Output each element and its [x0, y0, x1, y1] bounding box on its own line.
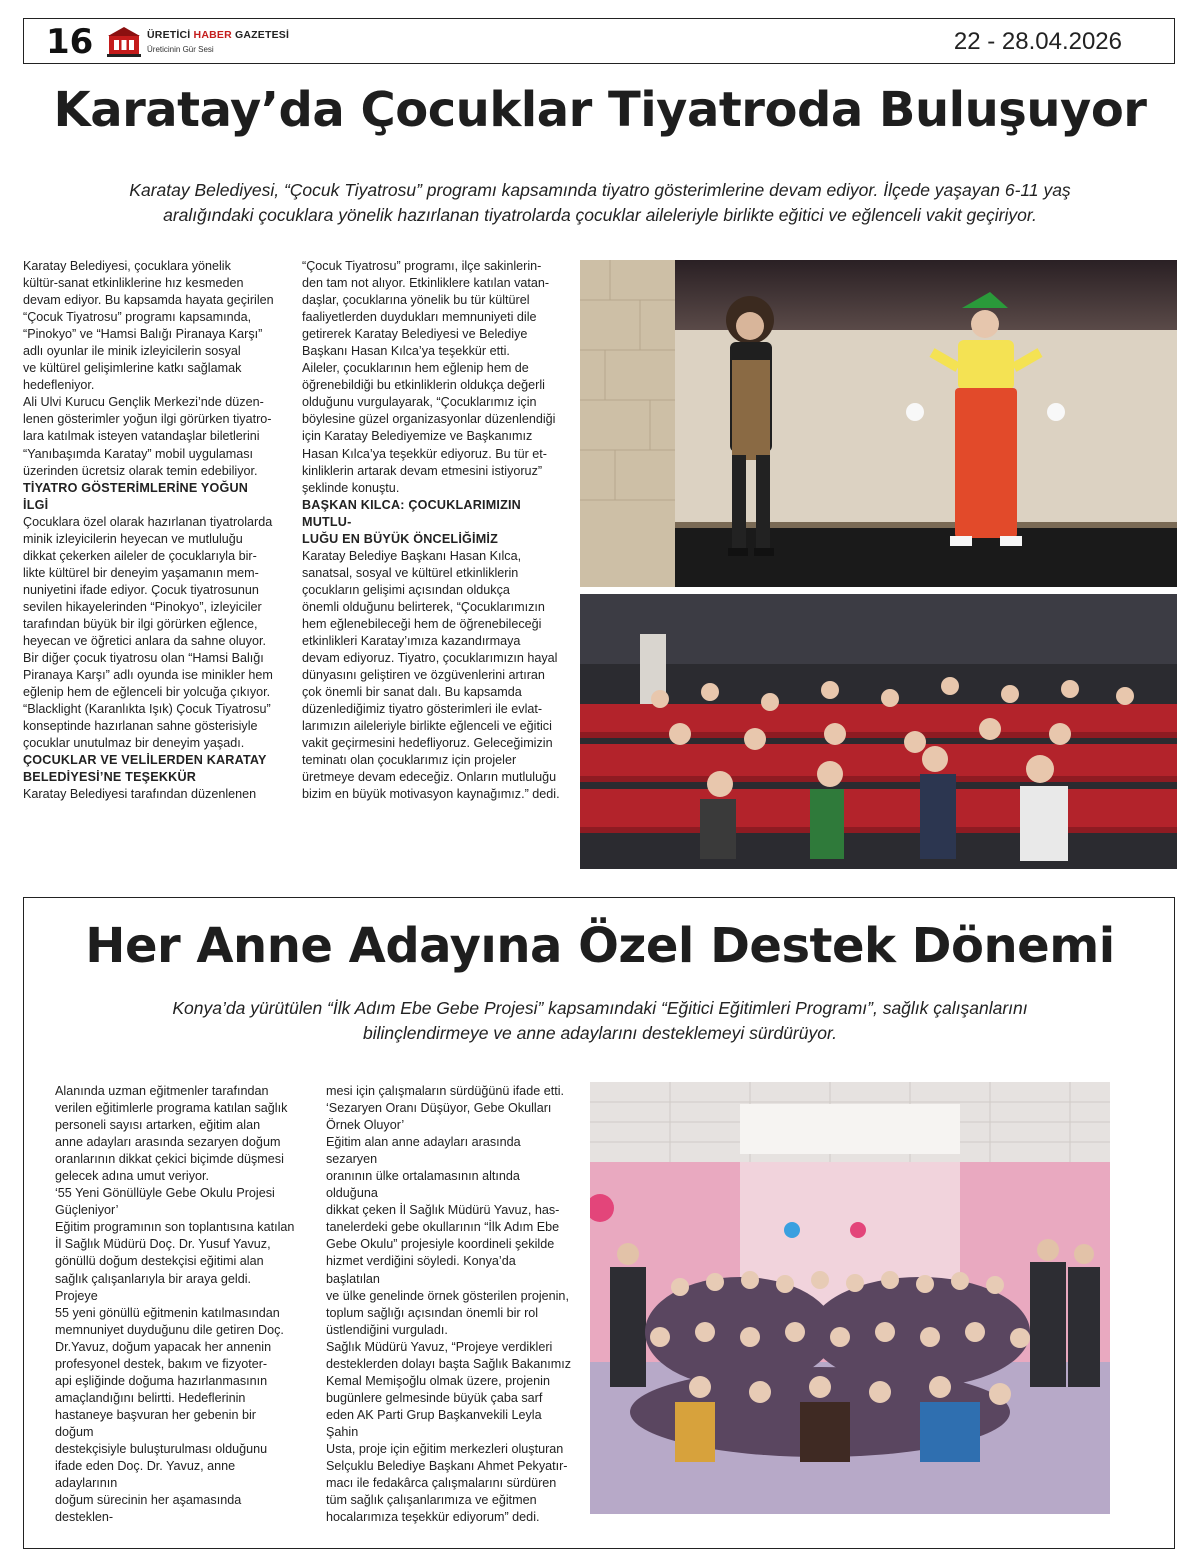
article1-subheading-line: ÇOCUKLAR VE VELİLERDEN KARATAY: [23, 753, 267, 768]
article1-text-line: sanatsal, sosyal ve kültürel etkinliklerin: [302, 565, 519, 580]
article1-text-line: “Çocuk Tiyatrosu” programı kapsamında,: [23, 310, 252, 325]
article1-text-line: öğrenebildiği bu etkinliklerin oldukça değerli: [302, 378, 545, 393]
article1-text-line: dikkat çekerken aileler de çocuklarıyla bir-: [23, 548, 257, 563]
article2-deck: [120, 996, 1080, 1046]
article1-text-line: bizim en büyük motivasyon kaynağımız.” dedi.: [302, 787, 560, 802]
newspaper-brand: [147, 29, 289, 41]
article2-text-line: Eğitim alan anne adayları arasında sezaryen: [326, 1135, 521, 1167]
article1-text-line: etkinlikleri Karatay’ımıza kazandırmaya: [302, 634, 521, 649]
article2-text-line: İl Sağlık Müdürü Doç. Dr. Yusuf Yavuz,: [55, 1237, 271, 1252]
article1-text-line: Bir diğer çocuk tiyatrosu olan “Hamsi Balığı: [23, 651, 264, 666]
article1-text-line: için Karatay Belediyemize ve Başkanımız: [302, 429, 533, 444]
article1-text-line: teminatı olan çocuklarımız için projeler: [302, 753, 517, 768]
article1-text-line: Çocuklara özel olarak hazırlanan tiyatrolarda: [23, 514, 273, 529]
brand-word-3: GAZETESİ: [231, 29, 290, 41]
article2-text-line: ‘Sezaryen Oranı Düşüyor, Gebe Okulları: [326, 1101, 552, 1116]
article2-text-line: Dr.Yavuz, doğum yapacak her annenin: [55, 1339, 272, 1354]
group-photo-illustration: [590, 1082, 1110, 1514]
article1-text-line: lara katılmak isteyen vatandaşlar biletlerini: [23, 429, 260, 444]
article2-column-2: [326, 1083, 573, 1526]
audience-children-photo: [580, 594, 1177, 869]
article1-text-line: önemli olduğunu belirterek, “Çocuklarımızın: [302, 599, 545, 614]
article1-deck-line1: Karatay Belediyesi, “Çocuk Tiyatrosu” programı kapsamında tiyatro gösterimlerine devam ediyor. İlçede yaşayan 6-11 yaş: [129, 180, 1071, 200]
article1-subheading-line: TİYATRO GÖSTERİMLERİNE YOĞUN İLGİ: [23, 480, 249, 512]
article1-text-line: böylesine güzel organizasyonlar düzenlendiği: [302, 412, 556, 427]
article1-column-2: [302, 258, 560, 804]
article1-text-line: Piranaya Karşı” adlı oyunda ise minikler hem: [23, 668, 273, 683]
group-training-photo: [590, 1082, 1110, 1514]
theatre-stage-illustration: [580, 260, 1177, 587]
article1-subheading-line: LUĞU EN BÜYÜK ÖNCELİĞİMİZ: [302, 531, 499, 546]
article1-text-line: tarafından büyük bir ilgi görürken eğlence,: [23, 616, 258, 631]
page-number: 16: [46, 22, 94, 62]
brand-word-2: HABER: [193, 29, 232, 41]
article1-text-line: eğlenip hem de eğlenceli bir yolcuğa çıkıyor.: [23, 685, 271, 700]
article2-text-line: hizmet verdiğini söyledi. Konya’da başlatılan: [326, 1254, 516, 1286]
article1-subheading-line: BAŞKAN KILCA: ÇOCUKLARIMIZIN MUTLU-: [302, 497, 521, 529]
article1-text-line: minik izleyicilerin heyecan ve mutluluğu: [23, 531, 243, 546]
article2-text-line: 55 yeni gönüllü eğitmenin katılmasından: [55, 1305, 280, 1320]
article2-deck-line1: Konya’da yürütülen “İlk Adım Ebe Gebe Projesi” kapsamındaki “Eğitici Eğitimleri Programı”, sağlık çalışanlarını: [172, 998, 1028, 1018]
article2-text-line: Usta, proje için eğitim merkezleri oluşturan: [326, 1441, 564, 1456]
article1-text-line: kültür-sanat etkinliklerine hız kesmeden: [23, 276, 244, 291]
article1-text-line: “Çocuk Tiyatrosu” programı, ilçe sakinlerin-: [302, 259, 542, 273]
article1-text-line: konseptinde hazırlanan sahne gösterisiyle: [23, 719, 258, 734]
article2-text-line: mesi için çalışmaların sürdüğünü ifade etti.: [326, 1084, 564, 1098]
article2-text-line: oranlarının dikkat çekici biçimde düşmesi: [55, 1152, 284, 1167]
article1-subheading-line: BELEDİYESİ’NE TEŞEKKÜR: [23, 770, 197, 785]
article2-text-line: Eğitim programının son toplantısına katılan: [55, 1220, 295, 1235]
page-header: [23, 18, 1175, 64]
article1-text-line: hem eğlenebileceği hem de öğrenebileceği: [302, 616, 542, 631]
article1-text-line: dünyasını geliştiren ve özgüvenlerini artıran: [302, 668, 545, 683]
article1-text-line: hedefleniyor.: [23, 378, 95, 393]
article2-text-line: Selçuklu Belediye Başkanı Ahmet Pekyatır-: [326, 1459, 568, 1474]
issue-date: 22 - 28.04.2026: [953, 28, 1122, 55]
audience-illustration: [580, 594, 1177, 869]
article2-text-line: amaçlandığını belirtti. Hedeflerinin: [55, 1390, 246, 1405]
article1-text-line: larımızın aileleriyle birlikte eğlenceli ve eğitici: [302, 719, 552, 734]
article1-text-line: üretmeye devam edeceğiz. Onların mutluluğu: [302, 770, 557, 785]
article1-text-line: düzenlediğimiz tiyatro gösterimleri ile evlat-: [302, 702, 543, 717]
article1-text-line: Başkanı Hasan Kılca’ya teşekkür etti.: [302, 344, 510, 359]
article1-text-line: ve kültürel gelişimlerine katkı sağlamak: [23, 361, 242, 376]
article2-text-line: verilen eğitimlerle programa katılan sağlık: [55, 1101, 288, 1116]
article1-text-line: Karatay Belediyesi tarafından düzenlenen: [23, 787, 257, 802]
article1-text-line: sevilen hikayelerinden “Pinokyo”, izleyiciler: [23, 599, 262, 614]
article1-text-line: üzerinden ücretsiz olarak temin edebiliyor.: [23, 463, 258, 478]
article2-text-line: üstlendiğini vurguladı.: [326, 1322, 448, 1337]
article1-text-line: çok önemli bir sanat dalı. Bu kapsamda: [302, 685, 522, 700]
article2-text-line: api eşliğinde doğuma hazırlanmasının: [55, 1373, 268, 1388]
article1-text-line: Aileler, çocuklarının hem eğlenip hem de: [302, 361, 529, 376]
article2-text-line: eden AK Parti Grup Başkanvekili Leyla Şahin: [326, 1407, 542, 1439]
article2-text-line: Sağlık Müdürü Yavuz, “Projeye verdikleri: [326, 1339, 553, 1354]
article2-deck-line2: bilinçlendirmeye ve anne adaylarını desteklemeyi sürdürüyor.: [362, 1023, 838, 1043]
article1-text-line: olduğunu vurgulayarak, “Çocuklarımız için: [302, 395, 537, 410]
article1-column-1: [23, 258, 275, 804]
article1-text-line: lenen gösterimler yoğun ilgi görürken tiyatro-: [23, 412, 272, 427]
article1-text-line: kinliklerin artarak devam etmesini istiyoruz”: [302, 463, 543, 478]
article1-text-line: adlı oyunlar ile minik izleyicilerin sosyal: [23, 344, 241, 359]
article1-text-line: Karatay Belediyesi, çocuklara yönelik: [23, 259, 231, 273]
article2-text-line: Kemal Memişoğlu olmak üzere, projenin: [326, 1373, 550, 1388]
article2-text-line: ‘55 Yeni Gönüllüyle Gebe Okulu Projesi: [55, 1186, 275, 1201]
article2-headline: Her Anne Adayına Özel Destek Dönemi: [85, 918, 1115, 974]
article2-text-line: Örnek Oluyor’: [326, 1118, 405, 1133]
brand-word-1: ÜRETİCİ: [147, 29, 194, 41]
article2-text-line: hastaneye başvuran her gebenin bir doğum: [55, 1407, 256, 1439]
article1-text-line: faaliyetlerden duydukları memnuniyeti dile: [302, 310, 537, 325]
article1-text-line: “Blacklight (Karanlıkta Işık) Çocuk Tiyatrosu”: [23, 702, 271, 717]
article2-text-line: doğum sürecinin her aşamasında desteklen-: [55, 1493, 242, 1525]
article1-text-line: devam ediyoruz. Tiyatro, çocuklarımızın hayal: [302, 651, 558, 666]
article1-deck: [70, 178, 1130, 228]
article2-text-line: desteklerden dolayı başta Sağlık Bakanımız: [326, 1356, 572, 1371]
article2-text-line: gönüllü doğum destekçisi eğitimi alan: [55, 1254, 264, 1269]
article2-column-1: [55, 1083, 295, 1526]
article1-text-line: nuniyetini ifade ediyor. Çocuk tiyatrosunun: [23, 582, 259, 597]
article1-deck-line2: aralığındaki çocuklara yönelik hazırlanan tiyatrolarda çocuklar aileleriyle birlikte eğitici ve eğlenceli vakit geçiriyor.: [163, 205, 1037, 225]
article2-text-line: profesyonel destek, bakım ve fizyoter-: [55, 1356, 268, 1371]
article2-text-line: hocalarımıza teşekkür ediyorum” dedi.: [326, 1510, 540, 1525]
article1-text-line: “Pinokyo” ve “Hamsi Balığı Piranaya Karşı”: [23, 327, 263, 342]
article1-text-line: vakit geçirmesini hedefliyoruz. Geleceğimizin: [302, 736, 553, 751]
article2-text-line: toplum sağlığı açısından önemli bir rol: [326, 1305, 539, 1320]
article2-text-line: Gebe Okulu” projesiyle koordineli şekilde: [326, 1237, 555, 1252]
article1-text-line: daşlar, çocuklarına yönelik bu tür kültürel: [302, 293, 530, 308]
article1-text-line: den tam not alıyor. Etkinliklere katılan vatan-: [302, 276, 550, 291]
article2-text-line: sağlık çalışanlarıyla bir araya geldi. Projeye: [55, 1271, 251, 1303]
article1-text-line: Karatay Belediye Başkanı Hasan Kılca,: [302, 548, 522, 563]
article2-text-line: personeli sayısı artarken, eğitim alan: [55, 1118, 261, 1133]
article1-text-line: Ali Ulvi Kurucu Gençlik Merkezi’nde düzen-: [23, 395, 264, 410]
article2-text-line: oranının ülke ortalamasının altında olduğuna: [326, 1169, 520, 1201]
article1-text-line: çocuklar unutulmaz bir deneyim yaşadı.: [23, 736, 245, 751]
article1-text-line: heyecan ve öğretici anlara da sahne oluyor.: [23, 634, 266, 649]
article2-text-line: bugünlere gelmesinde büyük çaba sarf: [326, 1390, 543, 1405]
article2-text-line: anne adayları arasında sezaryen doğum: [55, 1135, 281, 1150]
article2-text-line: gelecek adına umut veriyor.: [55, 1169, 210, 1184]
article1-text-line: “Yanıbaşımda Karatay” mobil uygulaması: [23, 446, 254, 461]
newspaper-logo-icon: [106, 25, 142, 59]
article2-text-line: Güçleniyor’: [55, 1203, 119, 1218]
article1-text-line: çocukların gelişimi açısından oldukça: [302, 582, 510, 597]
article1-text-line: likte kültürel bir deneyim yaşamanın mem-: [23, 565, 259, 580]
article1-headline: Karatay’da Çocuklar Tiyatroda Buluşuyor: [53, 82, 1147, 138]
article2-text-line: ve ülke genelinde örnek gösterilen projenin,: [326, 1288, 569, 1303]
article1-text-line: Hasan Kılca’ya teşekkür ediyoruz. Bu tür et-: [302, 446, 547, 461]
article2-text-line: ifade eden Doç. Dr. Yavuz, anne adaylarının: [55, 1459, 236, 1491]
newspaper-tagline: Üreticinin Gür Sesi: [147, 45, 214, 54]
article2-text-line: destekçisiyle buluşturulması olduğunu: [55, 1441, 268, 1456]
article1-text-line: getirerek Karatay Belediyesi ve Belediye: [302, 327, 528, 342]
article2-text-line: dikkat çeken İl Sağlık Müdürü Yavuz, has-: [326, 1203, 560, 1218]
article1-text-line: şeklinde konuştu.: [302, 480, 400, 495]
article1-text-line: devam ediyor. Bu kapsamda hayata geçirilen: [23, 293, 274, 308]
article2-text-line: tüm sağlık çalışanlarımıza ve eğitmen: [326, 1493, 537, 1508]
article2-text-line: macı ile fedakârca çalışmalarını sürdüren: [326, 1476, 557, 1491]
theatre-stage-photo: [580, 260, 1177, 587]
article2-text-line: Alanında uzman eğitmenler tarafından: [55, 1084, 269, 1098]
article2-text-line: tanelerdeki gebe okullarının “İlk Adım Ebe: [326, 1220, 560, 1235]
article2-text-line: memnuniyet duyduğunu dile getiren Doç.: [55, 1322, 284, 1337]
